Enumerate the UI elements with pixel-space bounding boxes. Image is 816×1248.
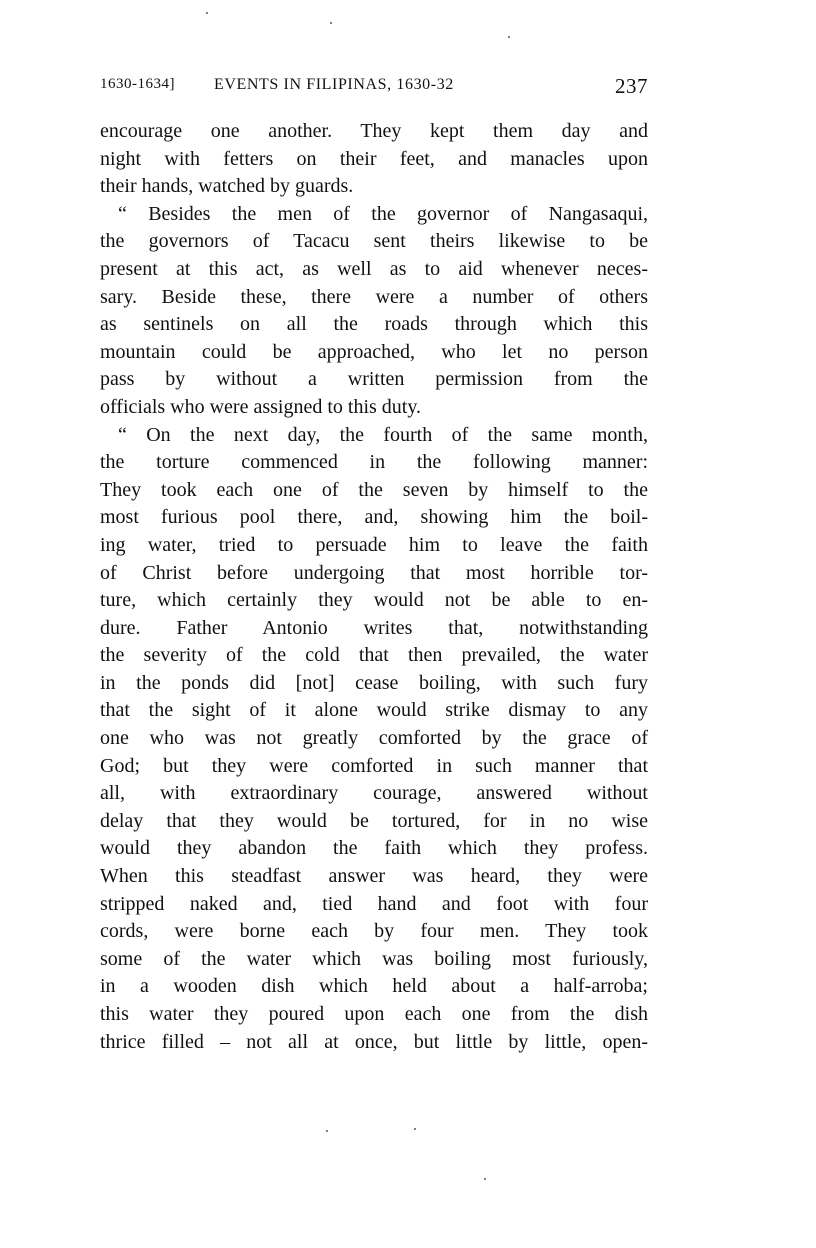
text-line: sary. Beside these, there were a number of others xyxy=(100,285,648,308)
text-line: ing water, tried to persuade him to leave the faith xyxy=(100,533,648,556)
text-line: mountain could be approached, who let no person xyxy=(100,340,648,363)
text-line: present at this act, as well as to aid whenever neces- xyxy=(100,257,648,280)
print-speck xyxy=(326,1130,328,1132)
text-line: stripped naked and, tied hand and foot with four xyxy=(100,892,648,915)
header-date-range: 1630-1634] xyxy=(100,76,175,92)
text-line: their hands, watched by guards. xyxy=(100,175,354,198)
text-line: encourage one another. They kept them day and xyxy=(100,120,648,142)
text-line: this water they poured upon each one from the dish xyxy=(100,1003,648,1025)
text-line: as sentinels on all the roads through which this xyxy=(100,313,648,336)
text-line: dure. Father Antonio writes that, notwithstanding xyxy=(100,616,648,639)
text-line: the severity of the cold that then prevailed, the water xyxy=(100,644,648,667)
text-line: “ Besides the men of the governor of Nangasaqui, xyxy=(118,202,648,225)
header-title: EVENTS IN FILIPINAS, 1630-32 xyxy=(214,76,454,93)
text-line: of Christ before undergoing that most horrible tor- xyxy=(100,561,648,584)
text-line: in the ponds did [not] cease boiling, with such fury xyxy=(100,671,648,694)
text-line: night with fetters on their feet, and manacles upon xyxy=(100,147,648,170)
text-line: would they abandon the faith which they profess. xyxy=(100,837,648,860)
text-line: They took each one of the seven by himself to the xyxy=(100,478,648,501)
text-line: the torture commenced in the following manner: xyxy=(100,451,648,474)
running-header xyxy=(100,74,648,102)
print-speck xyxy=(484,1178,486,1180)
print-speck xyxy=(508,36,510,38)
text-line: most furious pool there, and, showing him the boil- xyxy=(100,506,648,529)
text-line: cords, were borne each by four men. They took xyxy=(100,920,648,943)
text-line: ture, which certainly they would not be able to en- xyxy=(100,589,648,612)
text-line: delay that they would be tortured, for in no wise xyxy=(100,809,648,832)
text-line: thrice filled – not all at once, but little by little, open- xyxy=(100,1030,648,1053)
text-line: in a wooden dish which held about a half-arroba; xyxy=(100,975,648,998)
text-line: one who was not greatly comforted by the grace of xyxy=(100,727,648,750)
text-line: pass by without a written permission from the xyxy=(100,368,648,391)
text-line: officials who were assigned to this duty. xyxy=(100,395,422,418)
text-line: “ On the next day, the fourth of the same month, xyxy=(118,423,648,446)
text-line: some of the water which was boiling most furiously, xyxy=(100,947,648,970)
text-line: the governors of Tacacu sent theirs likewise to be xyxy=(100,230,648,253)
text-line: all, with extraordinary courage, answered without xyxy=(100,782,648,805)
text-line: that the sight of it alone would strike dismay to any xyxy=(100,699,648,722)
print-speck xyxy=(414,1128,416,1130)
print-speck xyxy=(330,22,332,24)
body-text xyxy=(100,118,648,1056)
print-speck xyxy=(206,12,208,14)
text-line: When this steadfast answer was heard, they were xyxy=(100,865,648,888)
page-number: 237 xyxy=(615,74,648,98)
text-line: God; but they were comforted in such manner that xyxy=(100,754,648,777)
